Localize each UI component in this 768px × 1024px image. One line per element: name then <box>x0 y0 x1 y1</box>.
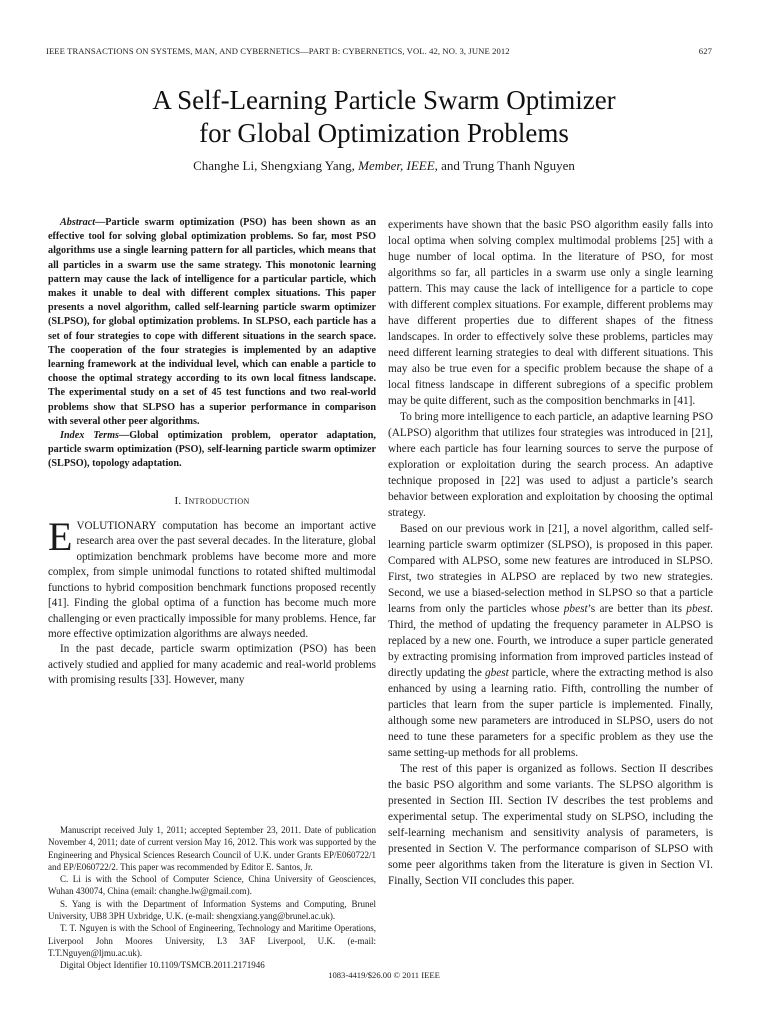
right-paragraph-2: To bring more intelligence to each particle, an adaptive learning PSO (ALPSO) algorithm that utilizes four strategies was introduced in [21], where each particle has four learning sources to serve the purpose of exploration or exploitation during the search process. An adaptive technique proposed in [22] was used to adjust a particle’s search behavior between exploration and exploitation by choosing the optimal strategy. <box>388 411 713 519</box>
footnote-doi: Digital Object Identifier 10.1109/TSMCB.2011.2171946 <box>60 960 265 971</box>
p3-segment-b: ’s are better than its <box>587 603 687 615</box>
math-gbest: gbest <box>484 667 509 679</box>
footnote-manuscript: Manuscript received July 1, 2011; accepted September 23, 2011. Date of publication November 4, 2011; date of current version May 16, 2012. This work was supported by the Engineering and Physical Sciences Research Council of U.K. under Grants EP/E060722/1 and EP/E060722/2. This paper was recommended by Editor E. Santos, Jr. <box>48 825 376 872</box>
section-title: Introduction <box>184 494 250 507</box>
right-column <box>388 217 713 889</box>
section-heading-introduction <box>48 494 376 509</box>
copyright-footer: 1083-4419/$26.00 © 2011 IEEE <box>328 970 440 980</box>
page-number: 627 <box>698 46 712 56</box>
index-terms-label: Index Terms <box>60 430 120 442</box>
journal-name: IEEE TRANSACTIONS ON SYSTEMS, MAN, AND CYBERNETICS—PART B: CYBERNETICS, VOL. 42, NO. 3, JUNE 2012 <box>46 46 510 56</box>
p3-segment-c: . Third, the method of updating the frequency parameter in ALPSO is replaced by a new one. Fourth, we introduce a super particle generated by extracting promising information from improved particles instead of directly updating the <box>388 603 713 679</box>
authors-part-1: Changhe Li, Shengxiang Yang, <box>193 158 359 173</box>
abstract <box>48 216 376 429</box>
section-number: I. <box>174 494 185 507</box>
abstract-label: Abstract <box>60 217 96 228</box>
index-terms <box>48 429 376 472</box>
footnote-author-li: C. Li is with the School of Computer Science, China University of Geosciences, Wuhan 430074, China (email: changhe.lw@gmail.com). <box>48 874 376 897</box>
intro-paragraph-1-text: computation has become an important active research area over the past several decades. In the literature, global optimization benchmark problems have become more and more complex, from simple unimodal functions to rotated shifted multimodal functions to hybrid composition benchmark functions proposed recently [41]. Finding the global optima of a function has become much more challenging or even practically impossible for many problems. Hence, far more effective optimization algorithms are always needed. <box>48 520 376 640</box>
first-page-footnote <box>48 824 376 972</box>
running-header <box>46 46 712 56</box>
left-column <box>48 216 376 689</box>
p3-segment-a: Based on our previous work in [21], a novel algorithm, called self-learning particle swarm optimizer (SLPSO), is proposed in this paper. Compared with ALPSO, some new features are introduced in SLPSO. First, two strategies in ALPSO are replaced by two new strategies. Second, we use a biased-selection method in SLPSO so that a particle learns from only the particles whose <box>388 523 713 615</box>
index-terms-text: —Global optimization problem, operator adaptation, particle swarm optimization (PSO), self-learning particle swarm optimizer (SLPSO), topology adaptation. <box>48 430 376 470</box>
intro-paragraph-2: In the past decade, particle swarm optimization (PSO) has been actively studied and applied for many academic and real-world problems with promising results [33]. However, many <box>48 643 376 687</box>
drop-cap: E <box>48 514 73 560</box>
right-paragraph-1: experiments have shown that the basic PSO algorithm easily falls into local optima when solving complex multimodal problems [25] with a huge number of local optima. In the literature of PSO, for most algorithms so far, all particles in a swarm use only a single learning pattern. This may cause the lack of intelligence for a particle to cope with different complex situations. For example, different problems may have different properties due to different shapes of the fitness landscapes. In order to effectively solve these problems, particles may need different learning strategies to deal with different situations. This may also be true even for a specific problem because the shape of a local fitness landscape in different subregions of a specific problem may be quite different, such as the composition benchmarks in [41]. <box>388 219 713 407</box>
paper-title <box>0 84 768 150</box>
p3-segment-d: particle, where the extracting method is also enhanced by using a learning ratio. Fifth, controlling the number of particles that learn from the super particle is implemented. Finally, although some new parameters are introduced in SLPSO, users do not need to tune these parameters for a specific problem as they use the same setting-up methods for all problems. <box>388 667 713 759</box>
intro-lead-caps: VOLUTIONARY <box>76 520 157 533</box>
authors-part-2: , and Trung Thanh Nguyen <box>434 158 575 173</box>
right-paragraph-3 <box>388 521 713 761</box>
author-membership: Member, IEEE <box>358 158 435 173</box>
right-paragraph-4: The rest of this paper is organized as follows. Section II describes the basic PSO algorithm and some variants. The SLPSO algorithm is presented in Section III. Section IV describes the test problems and experimental setup. The experimental study on SLPSO, including the self-learning mechanism and sensitivity analysis of parameters, is presented in Section V. The performance comparison of SLPSO with some peer algorithms taken from the literature is given in Section VI. Finally, Section VII concludes this paper. <box>388 763 713 887</box>
math-pbest-2: pbest <box>686 603 711 615</box>
author-list <box>0 158 768 174</box>
footnote-author-yang: S. Yang is with the Department of Information Systems and Computing, Brunel University, UB8 3PH Uxbridge, U.K. (e-mail: shengxiang.yang@brunel.ac.uk). <box>48 898 376 922</box>
footnote-author-nguyen: T. T. Nguyen is with the School of Engineering, Technology and Maritime Operations, Liverpool John Moores University, L3 3AF Liverpool, U.K. (e-mail: T.T.Nguyen@ljmu.ac.uk). <box>48 923 376 958</box>
intro-paragraph-1 <box>48 514 376 642</box>
title-line-1: A Self-Learning Particle Swarm Optimizer <box>152 85 616 115</box>
math-pbest-1: pbest <box>563 603 588 615</box>
abstract-text: —Particle swarm optimization (PSO) has been shown as an effective tool for solving global optimization problems. So far, most PSO algorithms use a single learning pattern for all particles, which means that all particles in a swarm use the same strategy. This monotonic learning pattern may cause the lack of intelligence for a particular particle, which makes it unable to deal with different complex situations. This paper presents a novel algorithm, called self-learning particle swarm optimizer (SLPSO), for global optimization problems. In SLPSO, each particle has a set of four strategies to cope with different situations in the search space. The cooperation of the four strategies is implemented by an adaptive learning framework at the individual level, which can enable a particle to choose the optimal strategy according to its own local fitness landscape. The experimental study on a set of 45 test functions and two real-world problems show that SLPSO has a superior performance in comparison with several other peer algorithms. <box>48 217 376 427</box>
title-line-2: for Global Optimization Problems <box>199 118 569 148</box>
